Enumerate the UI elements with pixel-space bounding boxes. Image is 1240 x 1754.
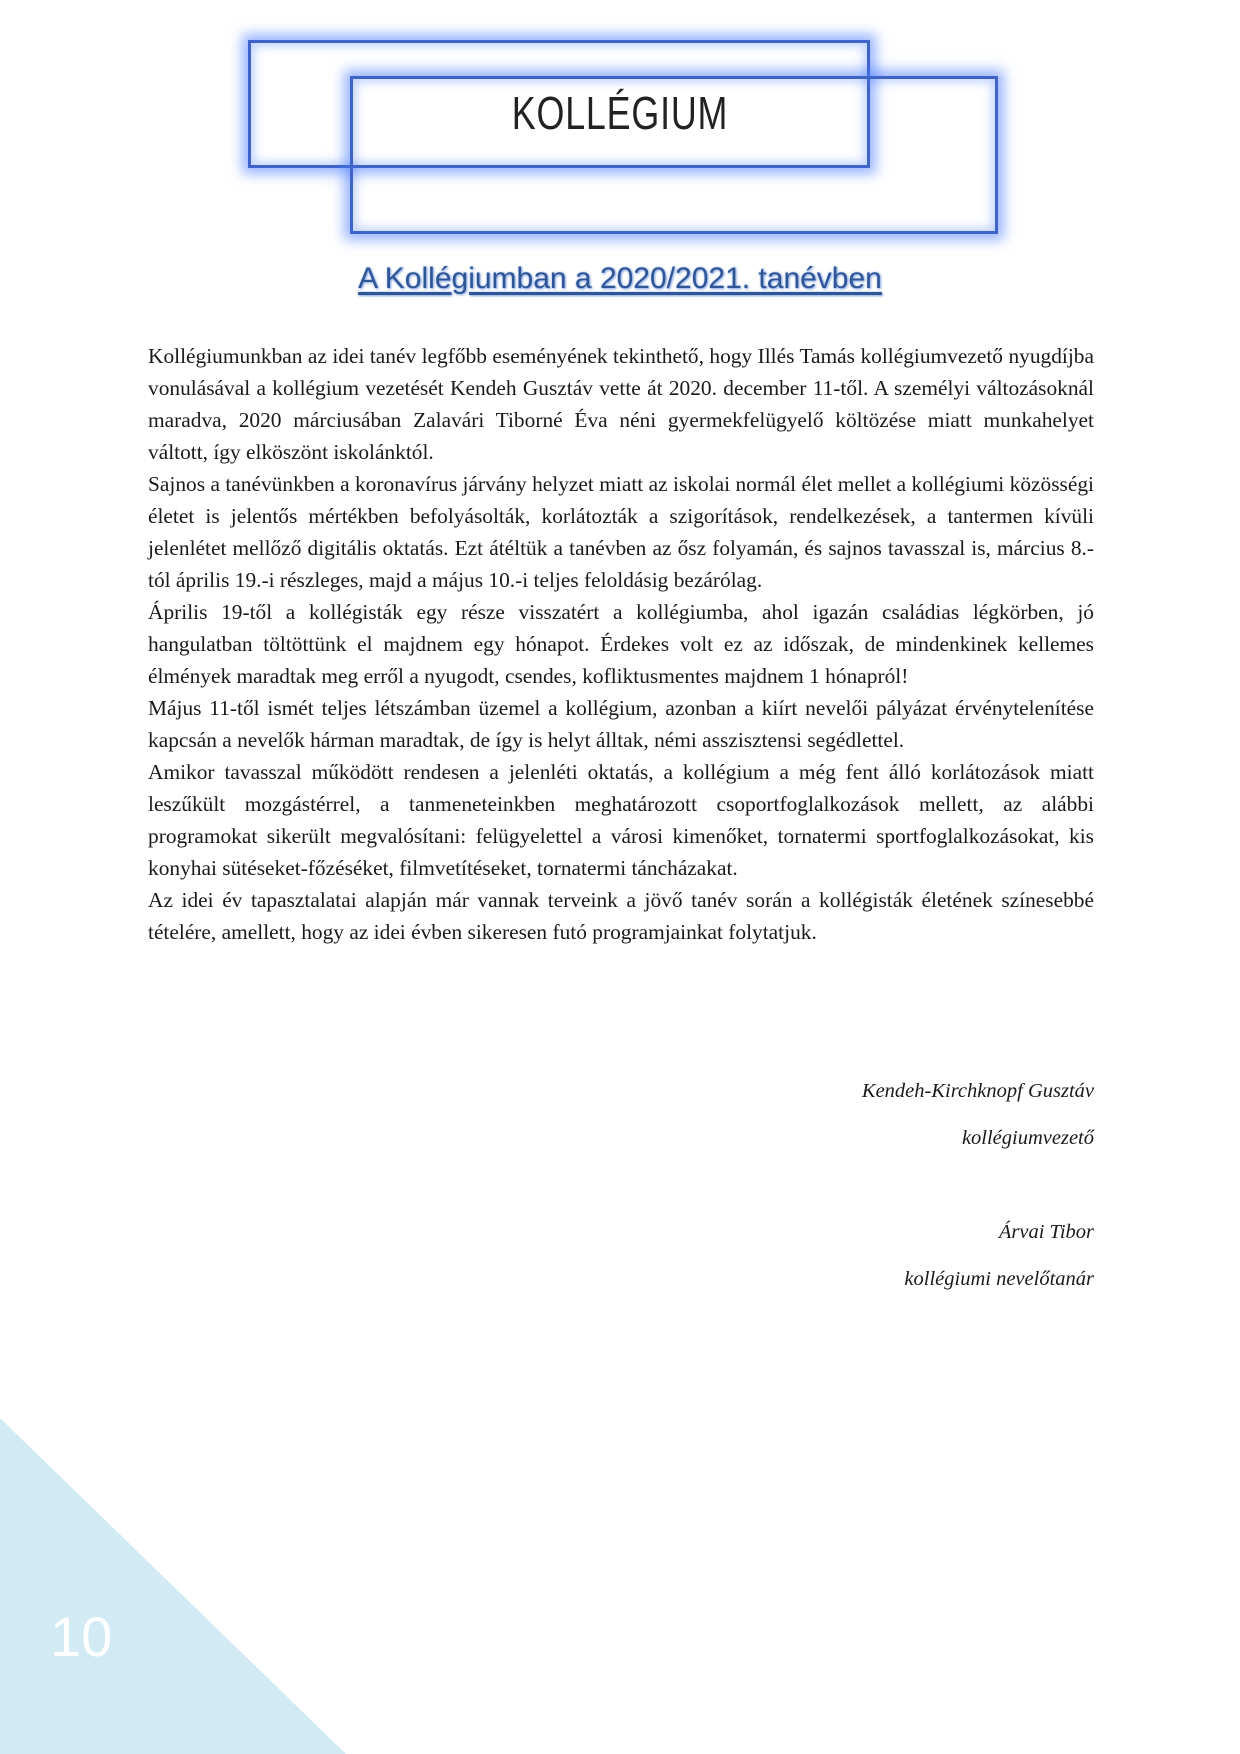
corner-decoration bbox=[0, 1418, 346, 1754]
page-number: 10 bbox=[50, 1605, 113, 1668]
article-title: A Kollégiumban a 2020/2021. tanévben bbox=[358, 262, 882, 295]
article-body bbox=[148, 340, 1094, 948]
paragraph: Kollégiumunkban az idei tanév legfőbb eseményének tekinthető, hogy Illés Tamás kollégiumvezető nyugdíjba vonulásával a kollégium vezetését Kendeh Gusztáv vette át 2020. december 11-től. A személyi változásoknál maradva, 2020 márciusában Zalavári Tiborné Éva néni gyermekfelügyelő költözése miatt munkahelyet váltott, így elköszönt iskolánktól. bbox=[148, 344, 1094, 464]
paragraph: Az idei év tapasztalatai alapján már vannak terveink a jövő tanév során a kollégisták életének színesebbé tételére, amellett, hogy az idei évben sikeresen futó programjainkat folytatjuk. bbox=[148, 888, 1094, 944]
paragraph: Sajnos a tanévünkben a koronavírus járvány helyzet miatt az iskolai normál élet mellet a kollégiumi közösségi életet is jelentős mértékben befolyásolták, korlátozták a szigorítások, rendelkezések, a tantermen kívüli jelenlétet mellőző digitális oktatás. Ezt átéltük a tanévben az ősz folyamán, és sajnos tavasszal is, március 8.-tól április 19.-i részleges, majd a május 10.-i teljes feloldásig bezárólag. bbox=[148, 472, 1094, 592]
paragraph: Április 19-től a kollégisták egy része visszatért a kollégiumba, ahol igazán családias légkörben, jó hangulatban töltöttünk el majdnem egy hónapot. Érdekes volt ez az időszak, de mindenkinek kellemes élmények maradtak meg erről a nyugodt, csendes, kofliktusmentes majdnem 1 hónapról! bbox=[148, 600, 1094, 688]
signature-spacer bbox=[640, 1162, 1094, 1209]
signature-role: kollégiumvezető bbox=[961, 1127, 1094, 1149]
signature-role: kollégiumi nevelőtanár bbox=[904, 1268, 1094, 1290]
section-header-title: KOLLÉGIUM bbox=[511, 87, 729, 139]
signature-block bbox=[640, 1068, 1094, 1303]
signature-name: Árvai Tibor bbox=[998, 1221, 1094, 1243]
signature-name: Kendeh-Kirchknopf Gusztáv bbox=[861, 1080, 1094, 1102]
paragraph: Amikor tavasszal működött rendesen a jelenléti oktatás, a kollégium a még fent álló korlátozások miatt leszűkült mozgástérrel, a tanmeneteinkben meghatározott csoportfoglalkozások mellett, az alábbi programokat sikerült megvalósítani: felügyelettel a városi kimenőket, tornatermi sportfoglalkozásokat, kis konyhai sütéseket-főzéséket, filmvetítéseket, tornatermi táncházakat. bbox=[148, 760, 1094, 880]
paragraph: Május 11-től ismét teljes létszámban üzemel a kollégium, azonban a kiírt nevelői pályázat érvénytelenítése kapcsán a nevelők hárman maradtak, de így is helyt álltak, némi asszisztensi segédlettel. bbox=[148, 696, 1094, 752]
